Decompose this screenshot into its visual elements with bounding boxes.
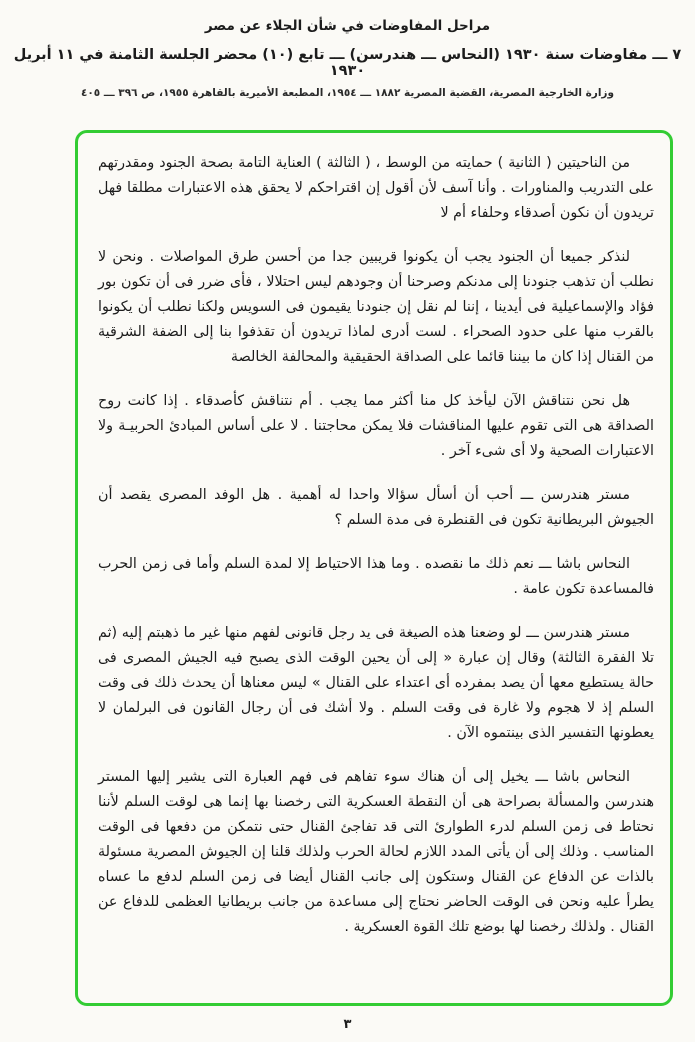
document-title: مراحل المفاوضات في شأن الجلاء عن مصر xyxy=(204,18,491,34)
document-footer xyxy=(0,1013,695,1032)
highlight-box xyxy=(75,130,673,1006)
document-header xyxy=(0,0,695,99)
body-paragraph-nahhas: النحاس باشا ـــ نعم ذلك ما نقصده . وما هذا الاحتياط إلا لمدة السلم وأما فى زمن الحرب فالمساعدة تكون عامة . xyxy=(98,556,654,597)
document-subtitle: ٧ ـــ مفاوضات سنة ١٩٣٠ (النحاس ـــ هندرسن) ـــ تابع (١٠) محضر الجلسة الثامنة في ١١ أبريل ١٩٣٠ xyxy=(13,47,682,79)
body-paragraph: هل نحن نتناقش الآن ليأخذ كل منا أكثر مما يجب . أم نتناقش كأصدقاء . إذا كانت روح الصداقة هى التى تقوم عليها المناقشات فلا يمكن محاجتنا . لا على أساس المبادئ الحربيـة ولا الاعتبارات الصحية ولا أى شىء آخر . xyxy=(98,393,654,459)
page-number: ٣ xyxy=(343,1017,352,1032)
body-paragraph-nahhas: النحاس باشا ـــ يخيل إلى أن هناك سوء تفاهم فى فهم العبارة التى يشير إليها المستر هندرسن والمسألة بصراحة هى أن النقطة العسكرية التى رخصنا بها إنما هى لوقت السلم لأننا نحتاط فى زمن السلم لدرء الطوارئ التى قد تفاجئ القنال حتى نتمكن من دفعها فى الوقت المناسب . وذلك إلى أن يأتى المدد اللازم لحالة الحرب ولذلك قلنا إن الجيوش المصرية مسئولة بالذات عن الدفاع عن القنال وستكون إلى جانب القنال أيضا فى زمن السلم لدفع ما عساه يطرأ عليه ونحن فى الوقت الحاضر نحتاج إلى مساعدة من جانب بريطانيا العظمى للدفاع عن القنال . ولذلك رخصنا لها بوضع تلك القوة العسكرية . xyxy=(98,769,654,935)
body-paragraph-henderson: مستر هندرسن ـــ لو وضعنا هذه الصيغة فى يد رجل قانونى لفهم منها غير ما ذهبتم إليه (ثم تلا الفقرة الثالثة) وقال إن عبارة « إلى أن يحين الوقت الذى يصبح فيه الجيش المصرى فى حالة يستطيع معها أن يصد بمفرده أى اعتداء على القنال » ليس معناها أن يحدث ذلك فى وقت السلم إذ لا هجوم ولا غارة فى وقت السلم . ولا أشك فى أن رجال القانون فى البرلمان لا يعطونها التفسير الذى بينتموه الآن . xyxy=(98,625,654,741)
document-source-citation: وزارة الخارجية المصرية، القضية المصرية ١٨٨٢ ـــ ١٩٥٤، المطبعة الأميرية بالقاهرة ١٩٥٥، ص ٣٩٦ ـــ ٤٠٥ xyxy=(80,87,614,99)
body-paragraph: لنذكر جميعا أن الجنود يجب أن يكونوا قريبين جدا من أحسن طرق المواصلات . ونحن لا نطلب أن تذهب جنودنا إلى مدنكم وصرحنا أن وجودهم ليس احتلالا ، فأى ضرر فى أن تكون بور فؤاد والإسماعيلية فى أيدينا ، إننا لم نقل إن جنودنا يقيمون فى السويس ولكنا نطلب أن يكونوا بالقرب منها على حدود الصحراء . لست أدرى لماذا تريدون أن تقذفوا بنا إلى الضفة الشرقية من القنال إذا كان ما بيننا قائما على الصداقة الحقيقية والمحالفة الخالصة xyxy=(98,249,654,365)
body-paragraph: من الناحيتين ( الثانية ) حمايته من الوسط ، ( الثالثة ) العناية التامة بصحة الجنود ومقدرتهم على التدريب والمناورات . وأنا آسف لأن أقول إن اقتراحكم لا يحقق هذه الاعتبارات مطلقا فهل تريدون أن نكون أصدقاء وحلفاء أم لا xyxy=(98,155,654,221)
body-paragraph-henderson: مستر هندرسن ـــ أحب أن أسأل سؤالا واحدا له أهمية . هل الوفد المصرى يقصد أن الجيوش البريطانية تكون فى القنطرة فى مدة السلم ؟ xyxy=(98,487,654,528)
